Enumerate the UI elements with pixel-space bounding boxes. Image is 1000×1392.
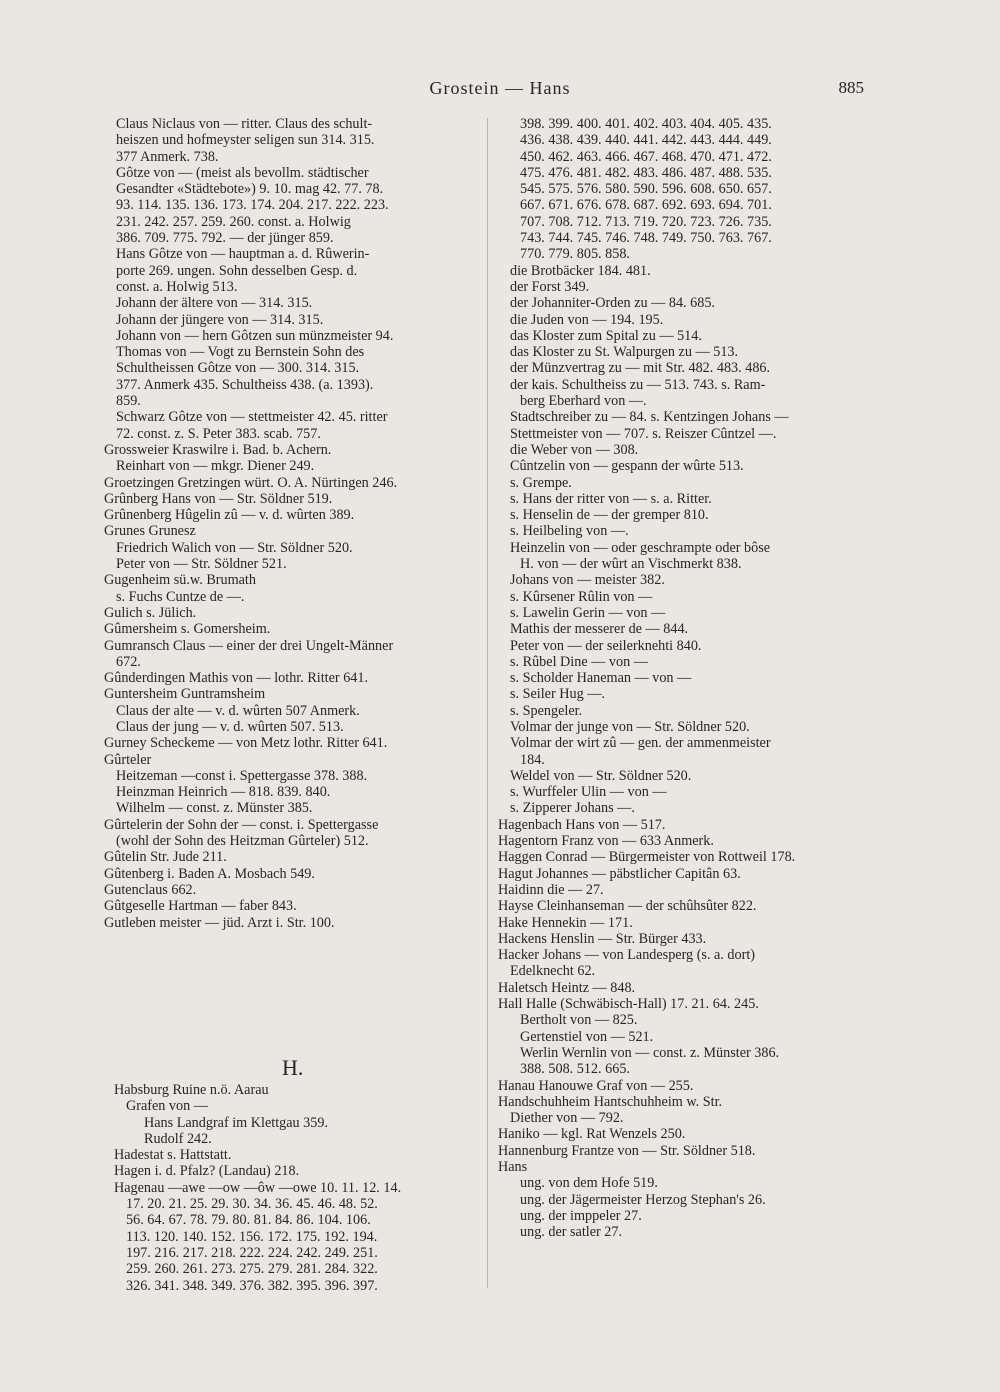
index-entry-line: Thomas von — Vogt zu Bernstein Sohn des bbox=[116, 344, 365, 361]
index-entry-line: Grafen von — bbox=[126, 1098, 208, 1115]
index-entry-line: 93. 114. 135. 136. 173. 174. 204. 217. 222. 223. bbox=[116, 197, 389, 214]
index-entry-line: Haletsch Heintz — 848. bbox=[498, 979, 636, 996]
index-entry-line: s. Fuchs Cuntze de —. bbox=[116, 588, 245, 605]
index-entry-line: Peter von — der seilerknehti 840. bbox=[510, 637, 702, 654]
index-entry-line: Gugenheim sü.w. Brumath bbox=[104, 572, 256, 589]
index-entry-line: 231. 242. 257. 259. 260. const. a. Holwig bbox=[116, 213, 351, 230]
page-header bbox=[0, 78, 1000, 104]
index-entry-line: Groetzingen Gretzingen würt. O. A. Nürtingen 246. bbox=[104, 474, 398, 491]
index-entry-line: Gutenclaus 662. bbox=[104, 881, 197, 898]
index-entry-line: Hake Hennekin — 171. bbox=[498, 914, 633, 931]
column-divider bbox=[487, 118, 488, 1288]
index-entry-line: ung. von dem Hofe 519. bbox=[520, 1175, 658, 1192]
index-entry-line: der Johanniter-Orden zu — 84. 685. bbox=[510, 295, 715, 312]
index-entry-line: porte 269. ungen. Sohn desselben Gesp. d. bbox=[116, 262, 358, 279]
index-entry-line: die Weber von — 308. bbox=[510, 441, 639, 458]
index-entry-line: 377. Anmerk 435. Schultheiss 438. (a. 1393). bbox=[116, 376, 374, 393]
index-entry-line: Hayse Cleinhanseman — der schûhsûter 822. bbox=[498, 898, 757, 915]
index-entry-line: 17. 20. 21. 25. 29. 30. 34. 36. 45. 46. 48. 52. bbox=[126, 1196, 378, 1213]
index-entry-line: Bertholt von — 825. bbox=[520, 1012, 638, 1029]
index-entry-line: Gûnderdingen Mathis von — lothr. Ritter 641. bbox=[104, 670, 369, 687]
index-entry-line: s. Zipperer Johans —. bbox=[510, 800, 635, 817]
index-entry-line: Stettmeister von — 707. s. Reiszer Cûntzel —. bbox=[510, 425, 777, 442]
index-entry-line: s. Lawelin Gerin — von — bbox=[510, 604, 666, 621]
index-entry-line: Heitzeman —const i. Spettergasse 378. 388. bbox=[116, 767, 368, 784]
index-entry-line: 113. 120. 140. 152. 156. 172. 175. 192. 194. bbox=[126, 1228, 378, 1245]
index-entry-line: Wilhelm — const. z. Münster 385. bbox=[116, 800, 313, 817]
index-entry-line: Schultheissen Gôtze von — 300. 314. 315. bbox=[116, 360, 360, 377]
index-entry-line: s. Seiler Hug —. bbox=[510, 686, 605, 703]
index-entry-line: 326. 341. 348. 349. 376. 382. 395. 396. 397. bbox=[126, 1277, 378, 1294]
index-entry-line: (wohl der Sohn des Heitzman Gûrteler) 512. bbox=[116, 833, 369, 850]
index-entry-line: das Kloster zum Spital zu — 514. bbox=[510, 327, 702, 344]
index-entry-line: Gôtze von — (meist als bevollm. städtischer bbox=[116, 164, 369, 181]
index-entry-line: s. Spengeler. bbox=[510, 702, 583, 719]
index-entry-line: Johann der ältere von — 314. 315. bbox=[116, 295, 313, 312]
index-entry-line: heiszen und hofmeyster seligen sun 314. 315. bbox=[116, 132, 375, 149]
index-entry-line: Gesandter «Städtebote») 9. 10. mag 42. 77. 78. bbox=[116, 181, 384, 198]
index-entry-line: s. Kûrsener Rûlin von — bbox=[510, 588, 653, 605]
section-letter-heading: H. bbox=[282, 1055, 304, 1080]
index-entry-line: Volmar der wirt zû — gen. der ammenmeister bbox=[510, 735, 771, 752]
index-entry-line: ung. der satler 27. bbox=[520, 1224, 623, 1241]
index-entry-line: Rudolf 242. bbox=[144, 1130, 212, 1147]
index-entry-line: Johann von — hern Gôtzen sun münzmeister 94. bbox=[116, 327, 394, 344]
index-entry-line: 436. 438. 439. 440. 441. 442. 443. 444. 449. bbox=[520, 132, 772, 149]
index-entry-line: const. a. Holwig 513. bbox=[116, 278, 238, 295]
index-entry-line: der Forst 349. bbox=[510, 278, 590, 295]
index-entry-line: das Kloster zu St. Walpurgen zu — 513. bbox=[510, 344, 739, 361]
index-entry-line: 386. 709. 775. 792. — der jünger 859. bbox=[116, 230, 334, 247]
index-entry-line: Stadtschreiber zu — 84. s. Kentzingen Johans — bbox=[510, 409, 789, 426]
index-entry-line: Gertenstiel von — 521. bbox=[520, 1028, 654, 1045]
index-entry-line: berg Eberhard von —. bbox=[520, 393, 647, 410]
index-entry-line: Heinzman Heinrich — 818. 839. 840. bbox=[116, 784, 331, 801]
index-entry-line: 545. 575. 576. 580. 590. 596. 608. 650. 657. bbox=[520, 181, 772, 198]
index-entry-line: Handschuhheim Hantschuhheim w. Str. bbox=[498, 1093, 723, 1110]
index-entry-line: s. Henselin de — der gremper 810. bbox=[510, 507, 709, 524]
index-entry-line: Gulich s. Jülich. bbox=[104, 604, 197, 621]
index-entry-line: Gûrtelerin der Sohn der — const. i. Spettergasse bbox=[104, 816, 379, 833]
index-entry-line: Hagentorn Franz von — 633 Anmerk. bbox=[498, 833, 714, 850]
index-entry-line: 72. const. z. S. Peter 383. scab. 757. bbox=[116, 425, 321, 442]
index-entry-line: Hans Gôtze von — hauptman a. d. Rûwerin- bbox=[116, 246, 370, 263]
index-entry-line: Reinhart von — mkgr. Diener 249. bbox=[116, 458, 315, 475]
index-entry-line: Friedrich Walich von — Str. Söldner 520. bbox=[116, 539, 353, 556]
index-entry-line: s. Scholder Haneman — von — bbox=[510, 670, 692, 687]
index-entry-line: 743. 744. 745. 746. 748. 749. 750. 763. 767. bbox=[520, 230, 772, 247]
index-entry-line: 184. bbox=[520, 751, 545, 768]
index-entry-line: s. Grempe. bbox=[510, 474, 572, 491]
index-entry-line: 388. 508. 512. 665. bbox=[520, 1061, 630, 1078]
index-entry-line: die Juden von — 194. 195. bbox=[510, 311, 664, 328]
index-entry-line: Diether von — 792. bbox=[510, 1110, 624, 1127]
index-entry-line: Gumransch Claus — einer der drei Ungelt-Männer bbox=[104, 637, 394, 654]
index-entry-line: 707. 708. 712. 713. 719. 720. 723. 726. 735. bbox=[520, 213, 772, 230]
index-entry-line: Haidinn die — 27. bbox=[498, 881, 604, 898]
index-entry-line: Schwarz Gôtze von — stettmeister 42. 45. ritter bbox=[116, 409, 388, 426]
index-entry-line: Hadestat s. Hattstatt. bbox=[114, 1147, 232, 1164]
index-entry-line: Gûtenberg i. Baden A. Mosbach 549. bbox=[104, 865, 315, 882]
running-title: Grostein — Hans bbox=[429, 78, 571, 98]
index-entry-line: Claus der jung — v. d. wûrten 507. 513. bbox=[116, 718, 344, 735]
index-entry-line: Gutleben meister — jüd. Arzt i. Str. 100. bbox=[104, 914, 335, 931]
index-entry-line: s. Wurffeler Ulin — von — bbox=[510, 784, 667, 801]
index-entry-line: Habsburg Ruine n.ö. Aarau bbox=[114, 1082, 269, 1098]
index-entry-line: Grunes Grunesz bbox=[104, 523, 196, 540]
index-entry-line: Hans bbox=[498, 1159, 528, 1175]
index-entry-line: Cûntzelin von — gespann der wûrte 513. bbox=[510, 458, 744, 475]
index-entry-line: Mathis der messerer de — 844. bbox=[510, 621, 689, 638]
index-entry-line: Hacker Johans — von Landesperg (s. a. dort) bbox=[498, 947, 756, 964]
index-entry-line: s. Rûbel Dine — von — bbox=[510, 653, 648, 670]
index-entry-line: H. von — der wûrt an Vischmerkt 838. bbox=[520, 556, 742, 573]
page-number: 885 bbox=[838, 78, 864, 97]
index-entry-line: Grûnberg Hans von — Str. Söldner 519. bbox=[104, 490, 333, 507]
index-entry-line: der kais. Schultheiss zu — 513. 743. s. Ram- bbox=[510, 376, 766, 393]
index-entry-line: Guntersheim Guntramsheim bbox=[104, 686, 266, 703]
index-entry-line: 398. 399. 400. 401. 402. 403. 404. 405. 435. bbox=[520, 116, 772, 132]
index-entry-line: Hagenau —awe —ow —ôw —owe 10. 11. 12. 14. bbox=[114, 1179, 402, 1196]
index-entry-line: 377 Anmerk. 738. bbox=[116, 148, 219, 165]
index-entry-line: Werlin Wernlin von — const. z. Münster 386. bbox=[520, 1044, 780, 1061]
h-section-entries bbox=[114, 1082, 486, 1294]
index-entry-line: Weldel von — Str. Söldner 520. bbox=[510, 767, 692, 784]
index-entry-line: Johann der jüngere von — 314. 315. bbox=[116, 311, 324, 328]
index-entry-line: Heinzelin von — oder geschrampte oder bôse bbox=[510, 539, 771, 556]
index-entry-line: Haggen Conrad — Bürgermeister von Rottweil 178. bbox=[498, 849, 796, 866]
index-entry-line: Claus der alte — v. d. wûrten 507 Anmerk. bbox=[116, 702, 360, 719]
index-entry-line: 450. 462. 463. 466. 467. 468. 470. 471. 472. bbox=[520, 148, 772, 165]
index-entry-line: Gûtgeselle Hartman — faber 843. bbox=[104, 898, 297, 915]
index-entry-line: Claus Niclaus von — ritter. Claus des schult- bbox=[116, 116, 373, 132]
index-entry-line: Gûrteler bbox=[104, 751, 152, 768]
index-entry-line: ung. der imppeler 27. bbox=[520, 1207, 642, 1224]
index-entry-line: Grûnenberg Hûgelin zû — v. d. wûrten 389. bbox=[104, 507, 355, 524]
index-entry-line: 770. 779. 805. 858. bbox=[520, 246, 630, 263]
index-entry-line: Hagenbach Hans von — 517. bbox=[498, 816, 666, 833]
index-entry-line: Hannenburg Frantze von — Str. Söldner 518. bbox=[498, 1142, 756, 1159]
index-entry-line: 56. 64. 67. 78. 79. 80. 81. 84. 86. 104. 106. bbox=[126, 1212, 371, 1229]
index-entry-line: Hackens Henslin — Str. Bürger 433. bbox=[498, 930, 707, 947]
index-entry-line: 475. 476. 481. 482. 483. 486. 487. 488. 535. bbox=[520, 164, 772, 181]
index-entry-line: Peter von — Str. Söldner 521. bbox=[116, 556, 287, 573]
left-column bbox=[104, 116, 476, 931]
index-entry-line: der Münzvertrag zu — mit Str. 482. 483. 486. bbox=[510, 360, 771, 377]
index-entry-line: s. Heilbeling von —. bbox=[510, 523, 629, 540]
index-entry-line: Hagut Johannes — päbstlicher Capitân 63. bbox=[498, 865, 741, 882]
index-entry-line: 859. bbox=[116, 393, 141, 410]
index-entry-line: Gûtelin Str. Jude 211. bbox=[104, 849, 227, 866]
index-entry-line: Edelknecht 62. bbox=[510, 963, 596, 980]
index-entry-line: ung. der Jägermeister Herzog Stephan's 26. bbox=[520, 1191, 766, 1208]
index-entry-line: Hanau Hanouwe Graf von — 255. bbox=[498, 1077, 694, 1094]
index-entry-line: Hagen i. d. Pfalz? (Landau) 218. bbox=[114, 1163, 300, 1180]
index-entry-line: s. Hans der ritter von — s. a. Ritter. bbox=[510, 490, 712, 507]
right-column bbox=[498, 116, 866, 1240]
index-entry-line: 259. 260. 261. 273. 275. 279. 281. 284. 322. bbox=[126, 1261, 378, 1278]
index-entry-line: Hans Landgraf im Klettgau 359. bbox=[144, 1114, 328, 1131]
index-entry-line: 667. 671. 676. 678. 687. 692. 693. 694. 701. bbox=[520, 197, 772, 214]
index-entry-line: 197. 216. 217. 218. 222. 224. 242. 249. 251. bbox=[126, 1244, 378, 1261]
index-entry-line: Johans von — meister 382. bbox=[510, 572, 665, 589]
index-entry-line: Grossweier Kraswilre i. Bad. b. Achern. bbox=[104, 441, 332, 458]
index-entry-line: Volmar der junge von — Str. Söldner 520. bbox=[510, 718, 750, 735]
index-entry-line: Gurney Scheckeme — von Metz lothr. Ritter 641. bbox=[104, 735, 388, 752]
index-entry-line: Gûmersheim s. Gomersheim. bbox=[104, 621, 271, 638]
index-entry-line: Haniko — kgl. Rat Wenzels 250. bbox=[498, 1126, 686, 1143]
index-entry-line: 672. bbox=[116, 653, 141, 670]
index-entry-line: die Brotbäcker 184. 481. bbox=[510, 262, 651, 279]
index-entry-line: Hall Halle (Schwäbisch-Hall) 17. 21. 64. 245. bbox=[498, 996, 759, 1013]
